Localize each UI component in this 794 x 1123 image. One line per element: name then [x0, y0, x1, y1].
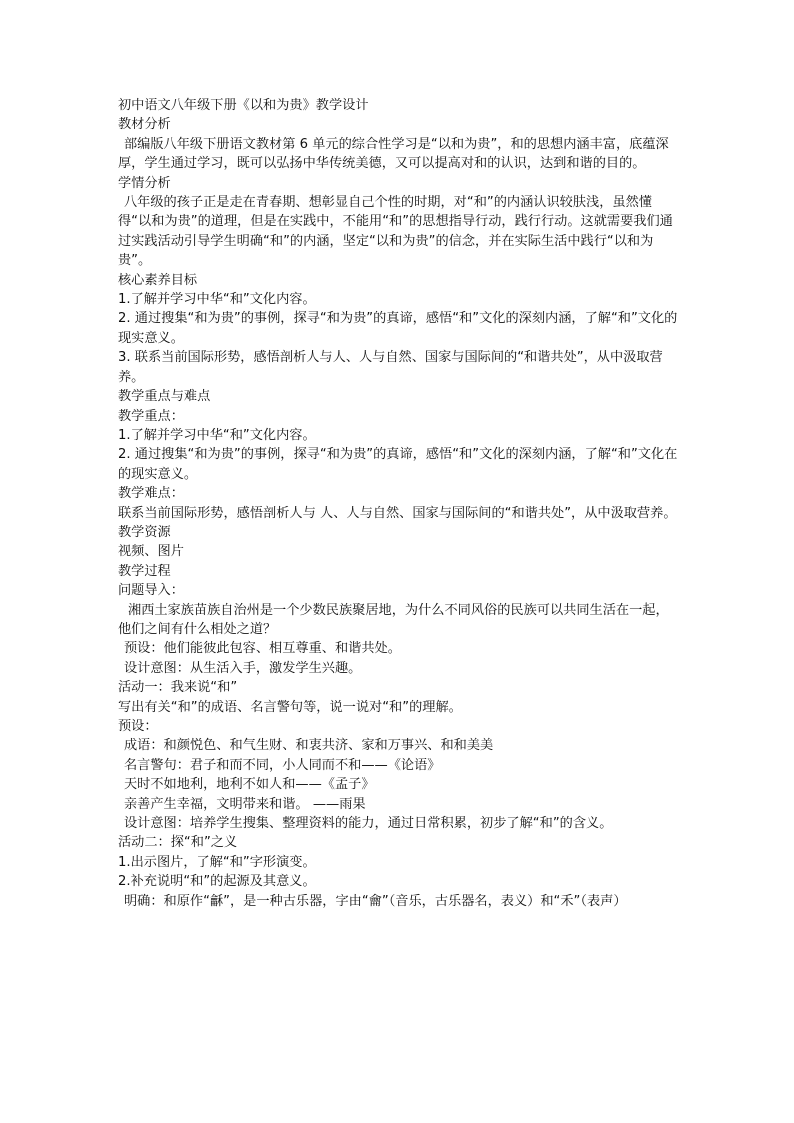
student-analysis-body: 八年级的孩子正是走在青春期、想彰显自己个性的时期，对“和”的内涵认识较肤浅，虽然懂得“以和为贵”的道理，但是在实践中，不能用“和”的思想指导行动，践行行动。这就需要我们通过实践活动引导学生明确“和”的内涵，坚定“以和为贵”的信念，并在实际生活中践行“以和为贵”。 [118, 195, 673, 269]
activity-one-design: 设计意图：培养学生搜集、整理资料的能力，通过日常积累，初步了解“和”的含义。 [124, 816, 613, 832]
textbook-analysis-body: 部编版八年级下册语文教材第 6 单元的综合性学习是“以和为贵”，和的思想内涵丰富，底蕴深厚，学生通过学习，既可以弘扬中华传统美德，又可以提高对和的认识，达到和谐的目的。 [118, 136, 669, 172]
difficulty-body: 联系当前国际形势，感悟剖析人与 人、人与自然、国家与国际间的“和谐共处”，从中汲取营养。 [118, 505, 677, 521]
activity-two-title: 活动二：探“和”之义 [118, 835, 238, 851]
focus-item: 1.了解并学习中华“和”文化内容。 [118, 427, 316, 443]
difficulty-label: 教学难点： [118, 486, 184, 502]
intro-preset: 预设：他们能彼此包容、相互尊重、和谐共处。 [124, 641, 401, 657]
lesson-plan-document [118, 96, 678, 911]
core-goal-item: 2. 通过搜集“和为贵”的事例，探寻“和为贵”的真谛，感悟“和”文化的深刻内涵，了解“和”文化的现实意义。 [118, 311, 678, 346]
focus-item: 2. 通过搜集“和为贵”的事例，探寻“和为贵”的真谛，感悟“和”文化的深刻内涵，了解“和”文化在的现实意义。 [118, 447, 678, 482]
activity-one-quote: 亲善产生幸福，文明带来和谐。 ——雨果 [124, 796, 366, 812]
key-points-heading: 教学重点与难点 [118, 389, 211, 405]
student-analysis-heading: 学情分析 [118, 175, 171, 191]
resources-heading: 教学资源 [118, 524, 171, 540]
process-heading: 教学过程 [118, 563, 171, 579]
activity-two-clarify: 明确：和原作“龢”，是一种古乐器，字由“龠”（音乐，古乐器名，表义）和“禾”（表声） [124, 893, 627, 909]
focus-label: 教学重点： [118, 408, 184, 424]
activity-one-quote: 名言警句：君子和而不同，小人同而不和——《论语》 [124, 757, 441, 773]
activity-two-item: 1.出示图片，了解“和”字形演变。 [118, 854, 316, 870]
core-goal-item: 3. 联系当前国际形势，感悟剖析人与人、人与自然、国家与国际间的“和谐共处”，从中汲取营养。 [118, 350, 663, 385]
activity-one-title: 活动一：我来说“和” [118, 680, 238, 696]
textbook-analysis-heading: 教材分析 [118, 117, 171, 133]
activity-two-item: 2.补充说明“和”的起源及其意义。 [118, 874, 316, 890]
activity-one-quote: 天时不如地利，地利不如人和——《孟子》 [124, 777, 375, 793]
intro-body: 湘西土家族苗族自治州是一个少数民族聚居地，为什么不同风俗的民族可以共同生活在一起，他们之间有什么相处之道？ [118, 602, 669, 637]
intro-design: 设计意图：从生活入手，激发学生兴趣。 [124, 660, 362, 676]
activity-one-idioms: 成语：和颜悦色、和气生财、和衷共济、家和万事兴、和和美美 [124, 738, 494, 754]
activity-one-preset-label: 预设： [118, 719, 158, 734]
activity-one-task: 写出有关“和”的成语、名言警句等，说一说对“和”的理解。 [118, 699, 462, 715]
resources-body: 视频、图片 [118, 544, 184, 560]
core-goals-heading: 核心素养目标 [118, 272, 198, 288]
core-goal-item: 1.了解并学习中华“和”文化内容。 [118, 292, 316, 308]
intro-label: 问题导入： [118, 583, 184, 599]
document-title: 初中语文八年级下册《以和为贵》教学设计 [118, 98, 369, 113]
